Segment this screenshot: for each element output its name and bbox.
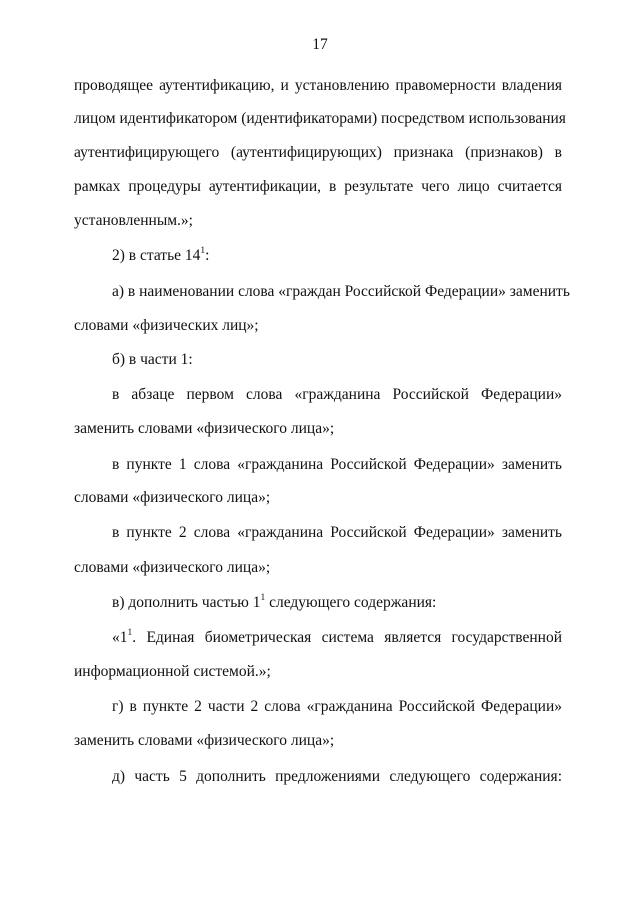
text-line: в абзаце первом слова «гражданина Российской Федерации» bbox=[112, 386, 562, 403]
text-line: г) в пункте 2 части 2 слова «гражданина Российской Федерации» bbox=[112, 698, 562, 715]
text-line: словами «физического лица»; bbox=[74, 489, 271, 506]
text-line: заменить словами «физического лица»; bbox=[74, 732, 335, 749]
text-line: д) часть 5 дополнить предложениями следующего содержания: bbox=[112, 768, 562, 785]
text-line: лицом идентификатором (идентификаторами) посредством использования bbox=[74, 110, 566, 127]
text-line: заменить словами «физического лица»; bbox=[74, 420, 335, 437]
text-fragment: «1 bbox=[112, 629, 128, 646]
superscript: 1 bbox=[260, 593, 266, 603]
paragraph-item-9 bbox=[112, 628, 562, 648]
text-line: б) в части 1: bbox=[112, 351, 193, 368]
text-fragment: . Единая биометрическая система является государственной bbox=[132, 629, 562, 646]
text-line: аутентифицирующего (аутентифицирующих) признака (признаков) в bbox=[74, 144, 562, 161]
text-fragment: : bbox=[205, 247, 210, 264]
text-line: в пункте 1 слова «гражданина Российской Федерации» заменить bbox=[112, 456, 562, 473]
superscript: 1 bbox=[127, 628, 133, 638]
text-line: словами «физических лиц»; bbox=[74, 317, 259, 334]
text-line: словами «физического лица»; bbox=[74, 559, 271, 576]
text-line: информационной системой.»; bbox=[74, 663, 271, 680]
text-line: в пункте 2 слова «гражданина Российской Федерации» заменить bbox=[112, 524, 562, 541]
page-number: 17 bbox=[312, 36, 328, 53]
text-line: а) в наименовании слова «граждан Российской Федерации» заменить bbox=[112, 283, 570, 300]
text-fragment: 2) в статье 14 bbox=[112, 247, 201, 264]
text-fragment: в) дополнить частью 1 bbox=[112, 594, 261, 611]
paragraph-item-8 bbox=[112, 593, 562, 613]
text-fragment: следующего содержания: bbox=[265, 594, 437, 611]
text-line: рамках процедуры аутентификации, в результате чего лицо считается bbox=[74, 178, 562, 195]
superscript: 1 bbox=[200, 246, 206, 256]
paragraph-item-2 bbox=[112, 246, 562, 266]
text-line: проводящее аутентификацию, и установлению правомерности владения bbox=[74, 77, 562, 94]
text-line: установленным.»; bbox=[74, 212, 193, 229]
